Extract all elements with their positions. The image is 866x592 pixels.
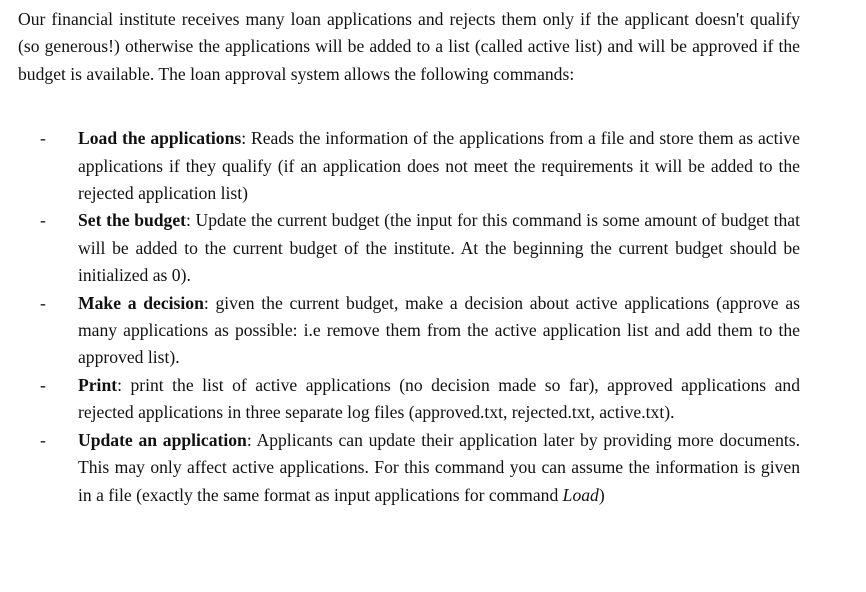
command-description: : Applicants can update their application later by providing more documents. This may only affect active applications. For this command you can assume the information is given in a file (exactly the same format as input applications for command — [78, 429, 800, 505]
command-description: : Reads the information of the applications from a file and store them as active applications if they qualify (if an application does not meet the requirements it will be added to the rejected application list) — [78, 128, 800, 204]
command-term: Make a decision — [78, 292, 204, 313]
command-item-make-decision — [18, 290, 800, 372]
command-term: Update an application — [78, 429, 247, 450]
command-item-update-application — [18, 427, 800, 509]
command-description: : print the list of active applications (no decision made so far), approved applications and rejected applications in three separate log files (approved.txt, rejected.txt, active.txt). — [78, 374, 800, 423]
command-item-set-budget — [18, 207, 800, 289]
closing-paren: ) — [598, 484, 605, 505]
intro-paragraph: Our financial institute receives many loan applications and rejects them only if the applicant doesn't qualify (so generous!) otherwise the applications will be added to a list (called active list) and will be approved if the budget is available. The loan approval system allows the following commands: — [18, 9, 800, 84]
bullet-dash: - — [40, 429, 46, 450]
command-item-load — [18, 125, 800, 207]
command-reference: Load — [562, 484, 599, 505]
command-list — [18, 125, 800, 509]
bullet-dash: - — [40, 374, 46, 395]
command-description: : given the current budget, make a decision about active applications (approve as many applications as possible: i.e remove them from the active application list and add them to the approved list). — [78, 292, 800, 368]
bullet-dash: - — [40, 292, 46, 313]
command-description: : Update the current budget (the input for this command is some amount of budget that will be added to the current budget of the institute. At the beginning the current budget should be initialized as 0). — [78, 210, 800, 286]
bullet-dash: - — [40, 128, 46, 149]
bullet-dash: - — [40, 210, 46, 231]
command-term: Set the budget — [78, 210, 187, 231]
command-item-print — [18, 372, 800, 427]
command-term: Load the applications — [78, 128, 242, 149]
command-term: Print — [78, 374, 118, 395]
